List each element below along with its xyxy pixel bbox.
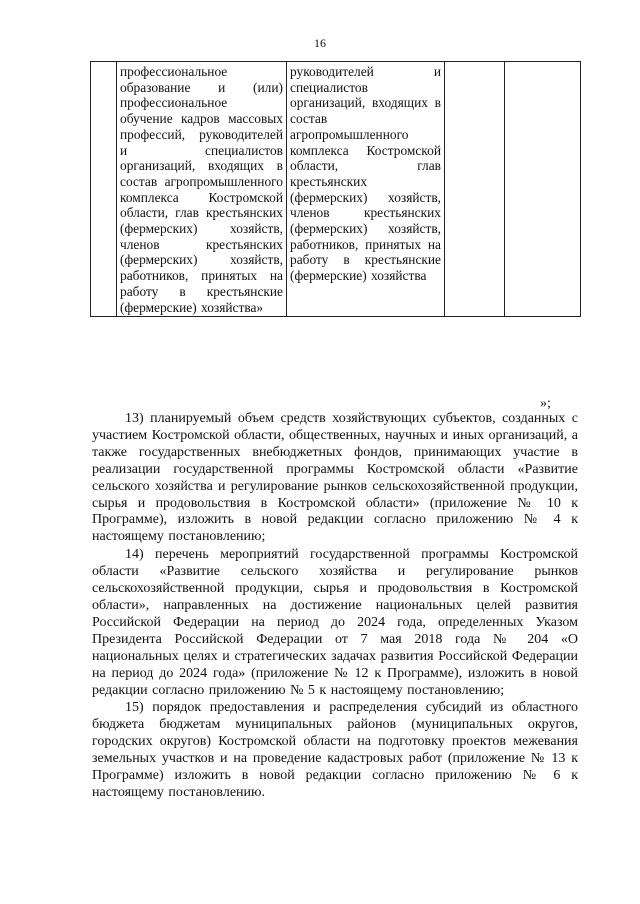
table-closing-mark: »; bbox=[540, 396, 551, 411]
page-number: 16 bbox=[314, 36, 326, 50]
table-cell-event-name: профессиональное образование и (или) профессиональное обучение кадров массовых профессий, руководителей и специалистов организаций, входящих в состав агропромышленного комплекса Костромской области, глав крестьянских (фермерских) хозяйств, членов крестьянских (фермерских) хозяйств, работников, принятых на работу в крестьянские (фермерские) хозяйства» bbox=[117, 62, 287, 317]
paragraph-15: 15) порядок предоставления и распределения субсидий из областного бюджета бюджетам муниципальных районов (муниципальных округов, городских округов) Костромской области на подготовку проектов межевания земельных участков и на проведение кадастровых работ (приложение № 13 к Программе) изложить в новой редакции согласно приложению № 6 к настоящему постановлению. bbox=[92, 700, 578, 800]
table-cell-participants: руководителей и специалистов организаций, входящих в состав агропромышленного комплекса Костромской области, глав крестьянских (фермерских) хозяйств, членов крестьянских (фермерских) хозяйств, работников, принятых на работу в крестьянские (фермерские) хозяйства bbox=[287, 62, 445, 317]
paragraph-14: 14) перечень мероприятий государственной программы Костромской области «Развитие сельского хозяйства и регулирование рынков сельскохозяйственной продукции, сырья и продовольствия в Костромской области», направленных на достижение национальных целей развития Российской Федерации на период до 2024 года, определенных Указом Президента Российской Федерации от 7 мая 2018 года № 204 «О национальных целях и стратегических задачах развития Российской Федерации на период до 2024 года» (приложение № 12 к Программе), изложить в новой редакции согласно приложению № 5 к настоящему постановлению; bbox=[92, 547, 578, 698]
body-text bbox=[92, 411, 578, 803]
paragraph-13: 13) планируемый объем средств хозяйствующих субъектов, созданных с участием Костромской области, общественных, научных и иных организаций, а также государственных внебюджетных фондов, принимающих участие в реализации государственной программы Костромской области «Развитие сельского хозяйства и регулирование рынков сельскохозяйственной продукции, сырья и продовольствия в Костромской области» (приложение № 10 к Программе), изложить в новой редакции согласно приложению № 4 к настоящему постановлению; bbox=[92, 411, 578, 545]
table-cell-empty-2 bbox=[505, 62, 581, 317]
continued-table bbox=[90, 61, 581, 317]
table-cell-number bbox=[91, 62, 117, 317]
table-row bbox=[91, 62, 581, 317]
table-cell-empty-1 bbox=[445, 62, 505, 317]
